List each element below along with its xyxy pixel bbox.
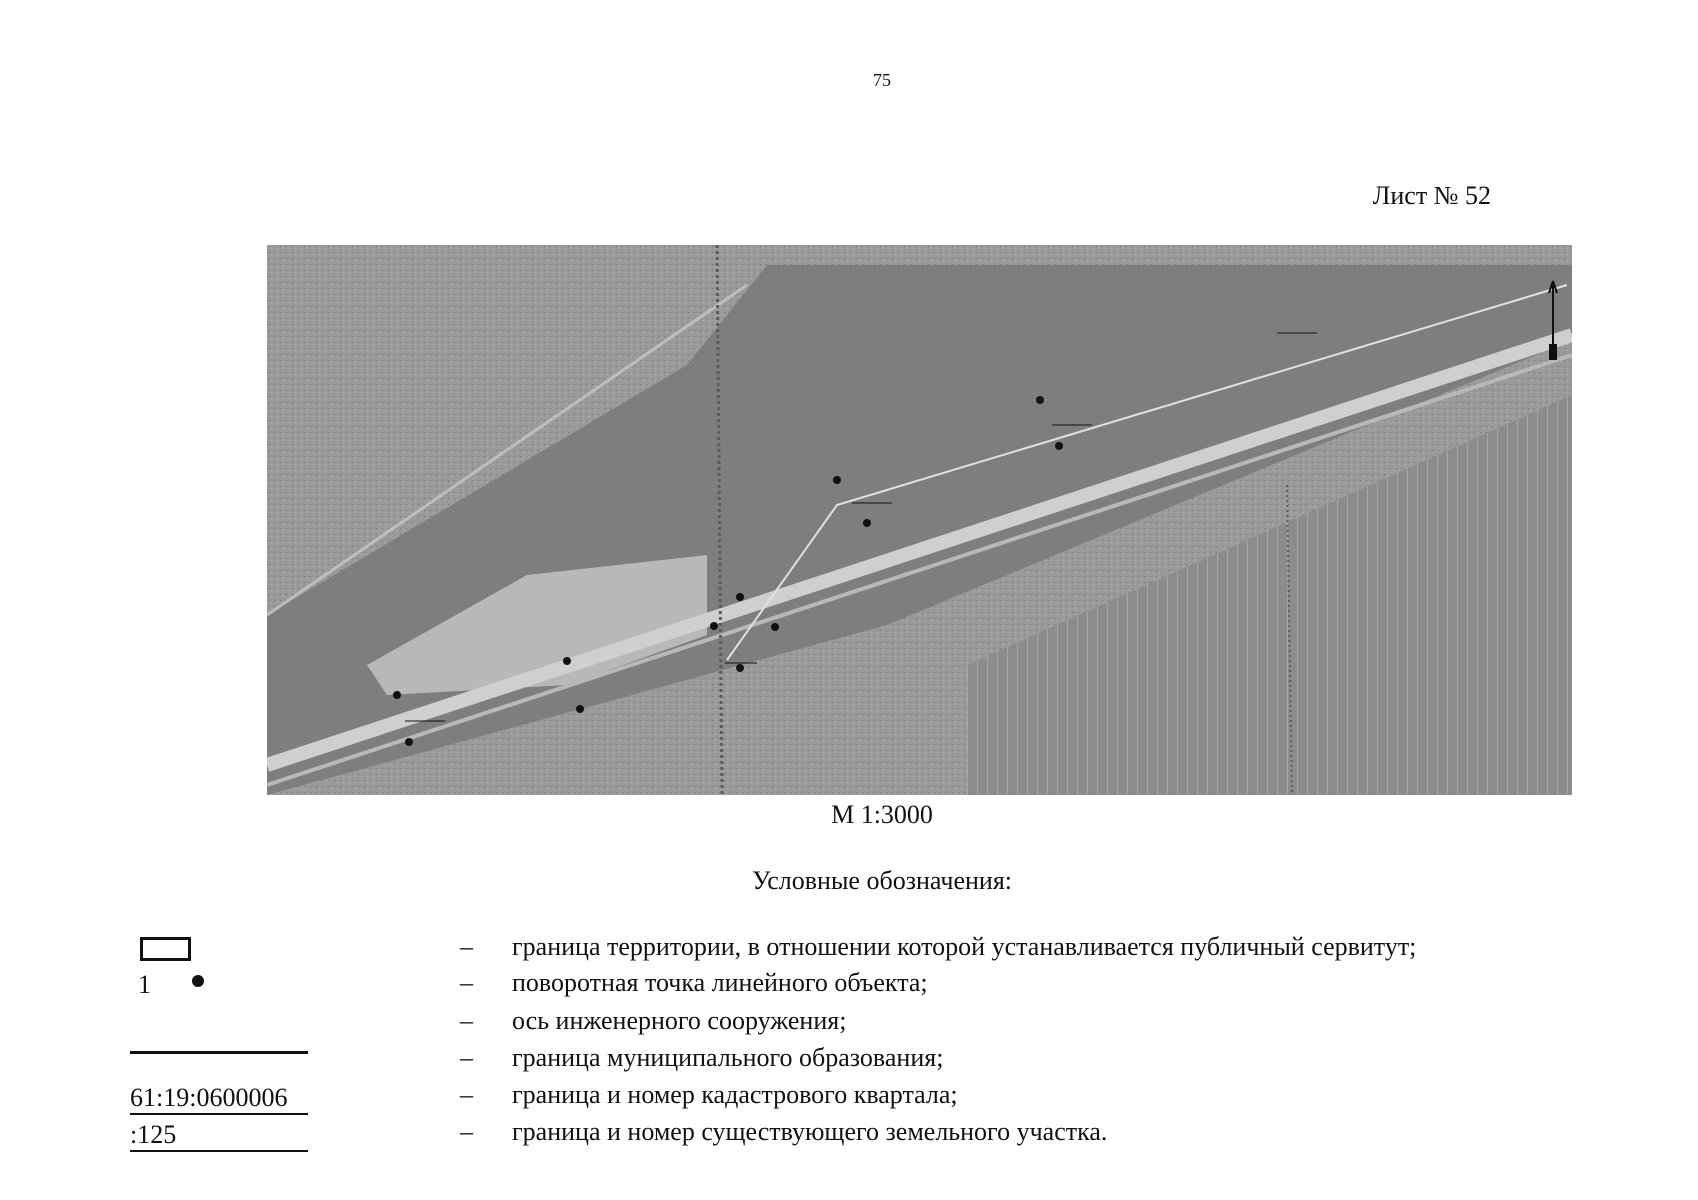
legend-dash: – [460, 1006, 473, 1035]
municipal-boundary-line-symbol [130, 1051, 308, 1054]
aerial-map[interactable] [267, 245, 1572, 795]
map-scale-label: М 1:3000 [831, 800, 933, 829]
sheet-label: Лист № 52 [1372, 181, 1491, 210]
legend-text: граница и номер кадастрового квартала; [512, 1080, 958, 1109]
legend-item [460, 1080, 958, 1110]
turning-point-dot-icon [192, 975, 204, 987]
turning-point-number: 1 [138, 970, 151, 999]
legend-dash: – [460, 1117, 473, 1146]
legend-item [460, 1043, 943, 1073]
legend-dash: – [460, 932, 473, 961]
boundary-rectangle-symbol [140, 937, 191, 961]
legend-item [460, 1117, 1107, 1147]
legend-item [460, 968, 928, 998]
legend-text: ось инженерного сооружения; [512, 1006, 847, 1035]
legend-dash: – [460, 1043, 473, 1072]
legend-item [460, 932, 1416, 962]
legend-title: Условные обозначения: [751, 866, 1013, 895]
legend-text: граница территории, в отношении которой устанавливается публичный сервитут; [512, 932, 1417, 961]
land-parcel-symbol: :125 [130, 1120, 308, 1152]
legend-dash: – [460, 968, 473, 997]
page-number: 75 [873, 70, 891, 90]
cadastral-quarter-symbol: 61:19:0600006 [130, 1083, 308, 1115]
legend-dash: – [460, 1080, 473, 1109]
legend-text: поворотная точка линейного объекта; [512, 968, 928, 997]
legend-text: граница и номер существующего земельного участка. [512, 1117, 1108, 1146]
legend-item [460, 1006, 846, 1036]
map-drawing [267, 245, 1572, 795]
legend-text: граница муниципального образования; [512, 1043, 944, 1072]
